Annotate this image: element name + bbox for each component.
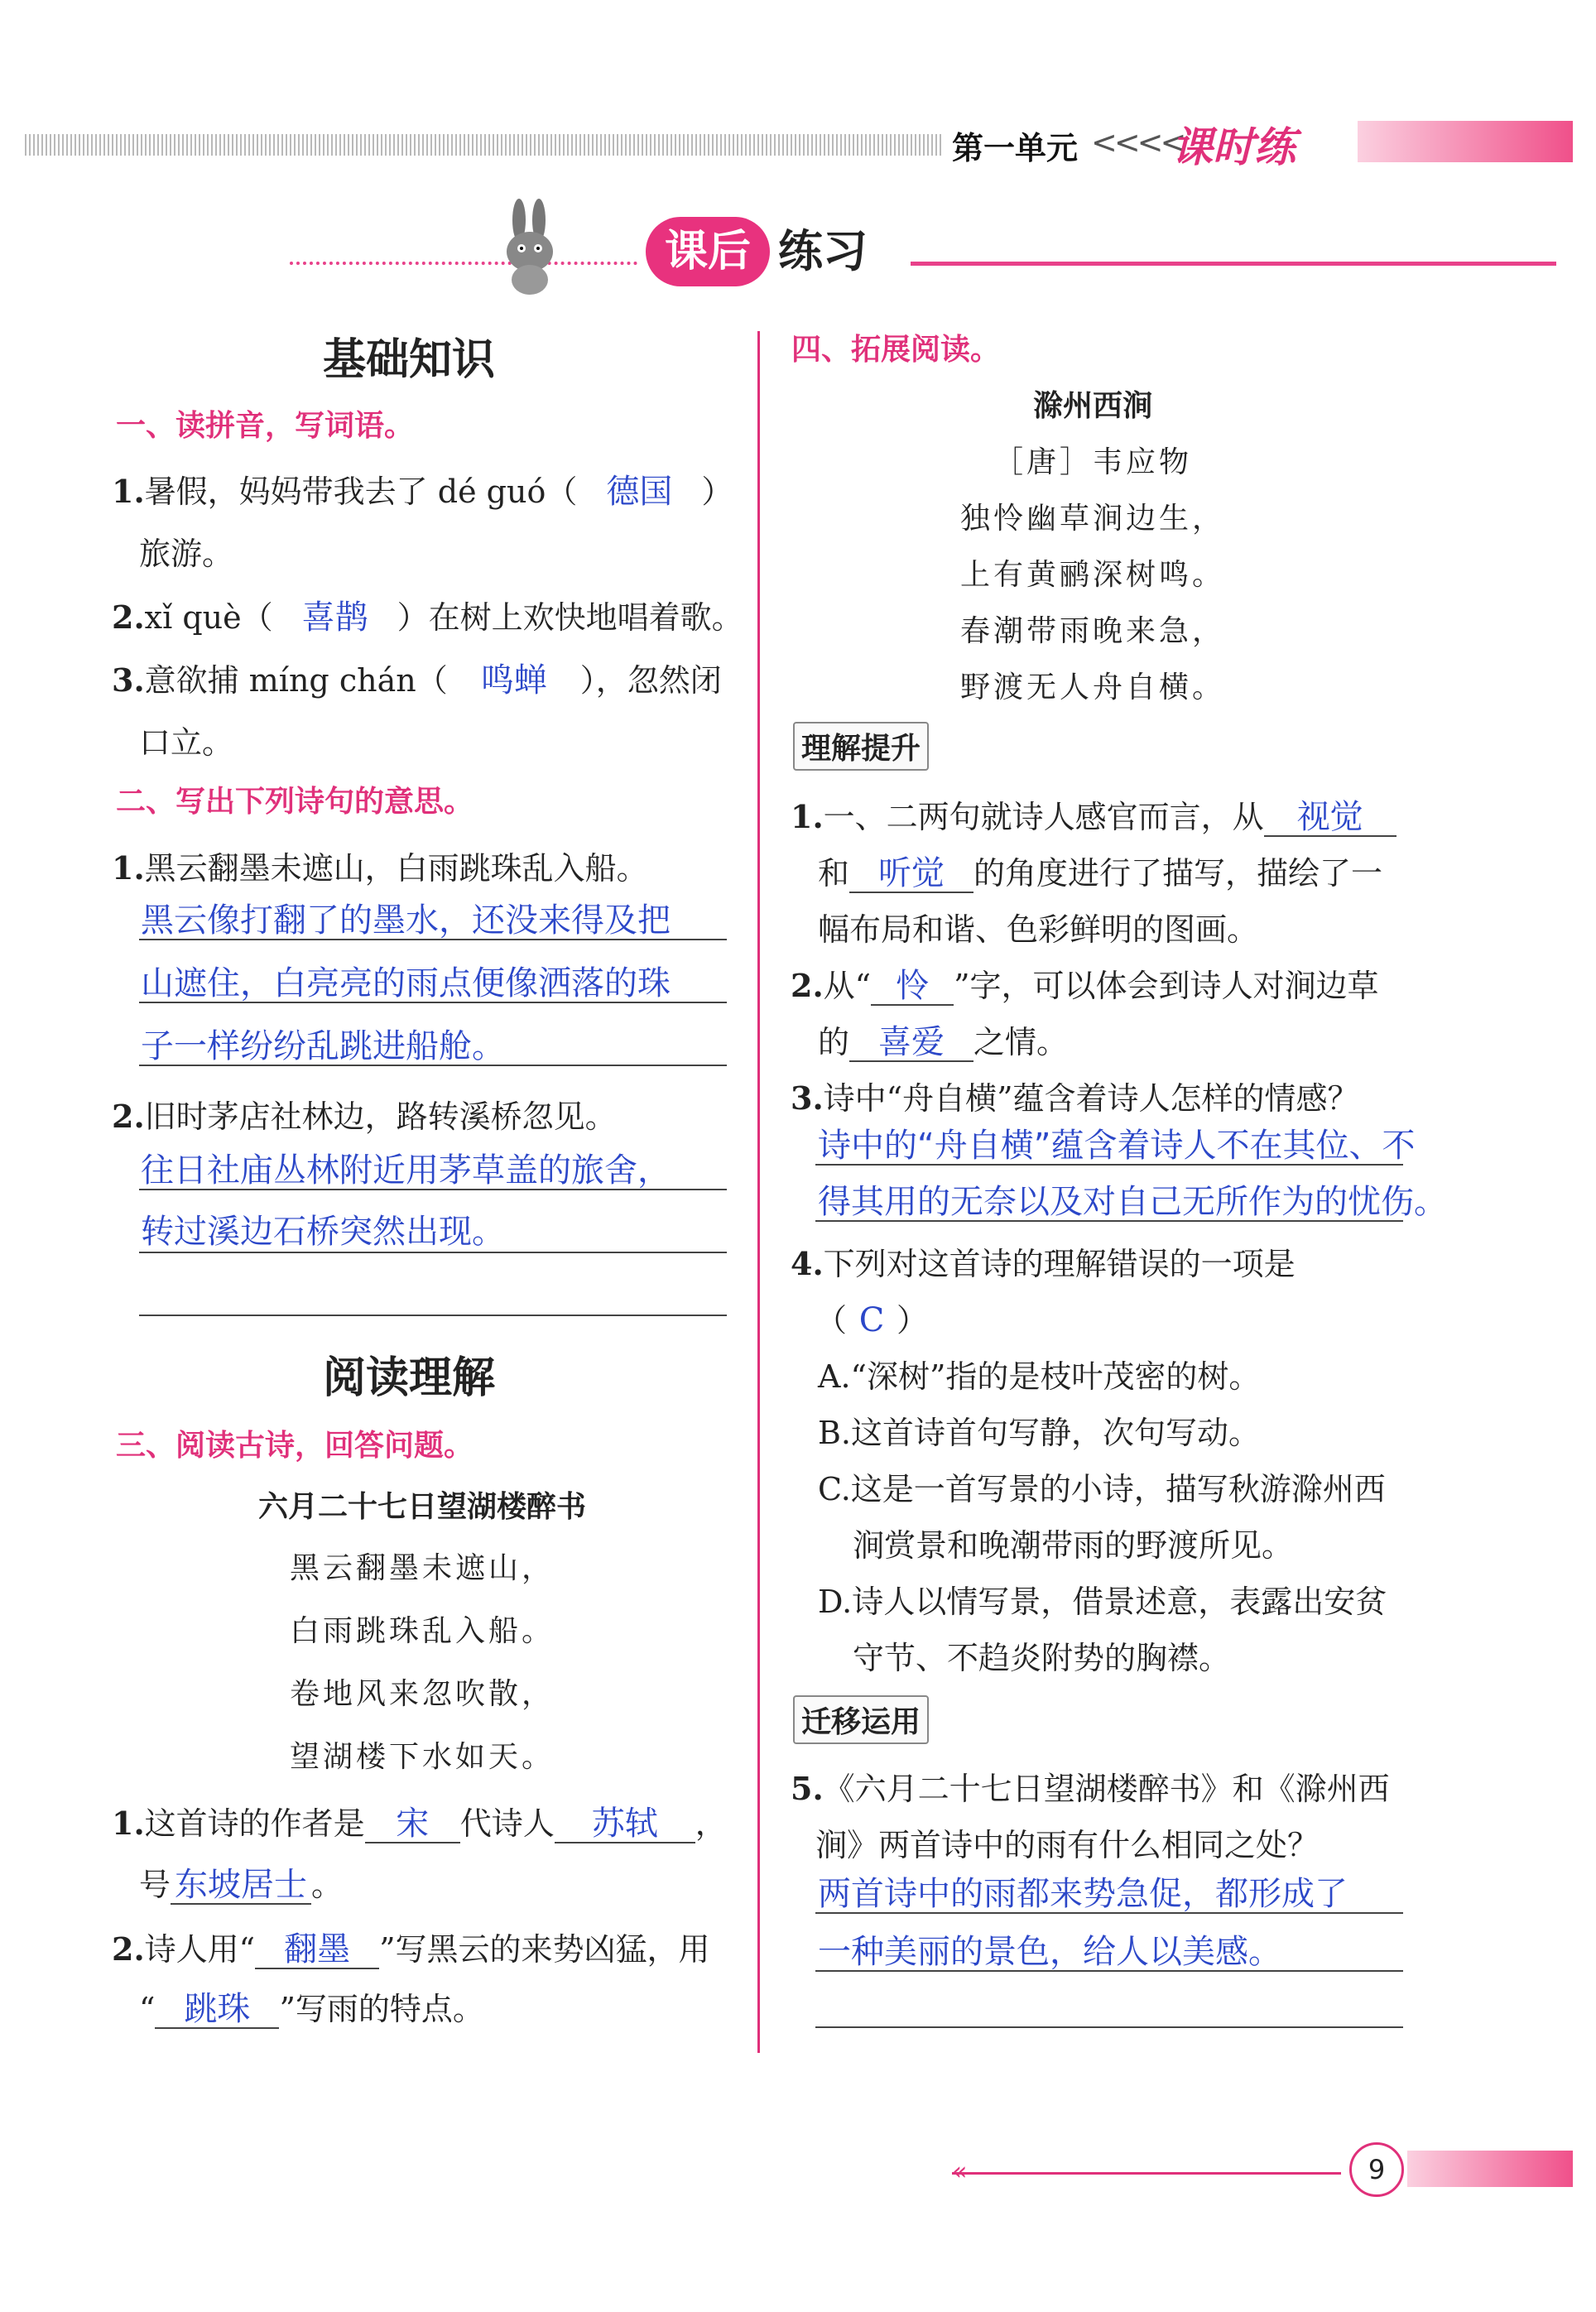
q-number: 1.	[112, 1805, 145, 1842]
option: A.“深树”指的是枝叶茂密的树。	[818, 1358, 1261, 1395]
answer-line: 山遮住，白亮亮的雨点便像洒落的珠	[141, 964, 671, 1002]
answer-line: 诗中的“舟自横”蕴含着诗人不在其位、不	[818, 1127, 1416, 1165]
poem-line: 独怜幽草涧边生，	[959, 502, 1225, 536]
q-number: 4.	[791, 1245, 824, 1282]
section-3-title: 三、阅读古诗，回答问题。	[116, 1429, 474, 1463]
r-q4	[791, 1238, 1296, 1284]
q-text: ”写黑云的来势凶猛，用	[379, 1931, 710, 1968]
q-number: 3.	[112, 661, 145, 699]
s2-q2	[112, 1091, 617, 1137]
answer: 宋	[365, 1805, 460, 1843]
answer-line: 转过溪边石桥突然出现。	[141, 1213, 505, 1251]
q-text: xǐ què（	[144, 599, 273, 636]
answer-line: 子一样纷纷乱跳进船舱。	[141, 1027, 505, 1065]
answer-line: 黑云像打翻了的墨水，还没来得及把	[141, 901, 671, 940]
tag-application: 迁移运用	[793, 1695, 929, 1744]
poem-line: 望湖楼下水如天。	[289, 1740, 555, 1774]
answer-rule	[139, 1002, 727, 1003]
header-pink-bar	[1358, 121, 1573, 162]
poem-line: 野渡无人舟自横。	[959, 671, 1225, 704]
answer: 听觉	[849, 855, 973, 893]
q-text: 和	[818, 855, 850, 892]
q-number: 2.	[112, 1930, 145, 1968]
answer: 翻墨	[255, 1931, 379, 1969]
q-text: ”字，可以体会到诗人对涧边草	[954, 968, 1379, 1004]
r-q1	[791, 791, 1396, 837]
footer-arrowhead-icon: «	[952, 2157, 968, 2186]
answer: C	[858, 1301, 885, 1339]
answer-line: 一种美丽的景色，给人以美感。	[818, 1933, 1281, 1971]
banner-pill: 课后	[646, 217, 770, 286]
q-text: 旧时茅店社林边，路转溪桥忽见。	[144, 1098, 617, 1135]
q-text: 的	[818, 1024, 850, 1060]
brand-title: 课时练	[1171, 123, 1296, 171]
r-q2-cont	[818, 1017, 1068, 1062]
poem-line: 卷地风来忽吹散，	[289, 1677, 555, 1711]
header-stripes	[25, 134, 944, 156]
q-text: ），忽然闭	[579, 662, 722, 699]
q-number: 1.	[112, 473, 145, 510]
s1-q2	[112, 591, 743, 638]
s1-q3	[112, 654, 722, 701]
option-cont: 守节、不趋炎附势的胸襟。	[853, 1640, 1231, 1676]
answer-rule	[139, 1065, 727, 1066]
section-2-title: 二、写出下列诗句的意思。	[116, 785, 474, 819]
answer: 鸣蝉	[480, 661, 547, 699]
answer: 苏轼	[555, 1805, 695, 1843]
s2-q1	[112, 843, 648, 888]
q-text: 黑云翻墨未遮山，白雨跳珠乱入船。	[144, 850, 648, 887]
q-text: ，	[695, 1805, 727, 1842]
r-q2	[791, 960, 1379, 1006]
reading-title: 阅读理解	[323, 1353, 496, 1403]
q-text: 下列对这首诗的理解错误的一项是	[823, 1246, 1296, 1282]
s3-q1	[112, 1798, 727, 1843]
basics-title: 基础知识	[323, 334, 496, 385]
answer-rule	[815, 1220, 1403, 1222]
rabbit-icon	[484, 197, 575, 296]
poem-title: 六月二十七日望湖楼醉书	[257, 1490, 586, 1524]
q-text: 的角度进行了描写，描绘了一	[973, 855, 1383, 892]
s3-q1-cont	[139, 1859, 343, 1905]
banner-line-right	[911, 262, 1556, 266]
q-number: 1.	[791, 798, 824, 835]
r-q1-cont	[818, 848, 1382, 893]
answer-rule	[139, 1252, 727, 1253]
q-text: 这首诗的作者是	[144, 1805, 365, 1842]
q-text: ）	[701, 473, 733, 510]
r-q4-paren	[815, 1295, 928, 1340]
footer-arrow	[952, 2172, 1341, 2175]
answer-line: 两首诗中的雨都来势急促，都形成了	[818, 1875, 1348, 1913]
answer-line: 往日社庙丛林附近用茅草盖的旅舍，	[141, 1151, 671, 1190]
answer-rule	[139, 939, 727, 940]
q-text: 从“	[823, 968, 872, 1004]
paren: （	[815, 1302, 848, 1339]
q-number: 2.	[112, 598, 145, 636]
unit-label: 第一单元	[952, 130, 1079, 166]
q-text: 。	[311, 1867, 344, 1903]
q-text: 代诗人	[459, 1805, 555, 1842]
r-q5-cont: 涧》两首诗中的雨有什么相同之处？	[815, 1827, 1320, 1863]
column-divider	[757, 331, 760, 2053]
answer-rule	[139, 1189, 727, 1190]
q-number: 2.	[112, 1098, 145, 1135]
answer: 视觉	[1264, 799, 1396, 837]
answer-rule	[139, 1315, 727, 1316]
q-text: 诗中“舟自横”蕴含着诗人怎样的情感？	[823, 1080, 1359, 1117]
section-1-title: 一、读拼音，写词语。	[116, 409, 415, 443]
answer: 东坡居士	[171, 1867, 311, 1905]
q-text: “	[139, 1991, 156, 2027]
poem-line: 白雨跳珠乱入船。	[289, 1614, 555, 1648]
q-number: 5.	[791, 1770, 824, 1807]
answer: 跳珠	[155, 1991, 279, 2029]
answer-rule	[815, 1164, 1403, 1166]
q-text: ）在树上欢快地唱着歌。	[397, 599, 743, 636]
option: C.这是一首写景的小诗，描写秋游滁州西	[818, 1471, 1386, 1507]
poem-line: 春潮带雨晚来急，	[959, 614, 1225, 648]
poem-title: 滁州西涧	[1032, 389, 1152, 423]
q-number: 2.	[791, 967, 824, 1004]
answer-rule	[815, 1970, 1403, 1972]
q-text: 意欲捕 míng chán（	[144, 662, 448, 699]
q-text: 之情。	[973, 1024, 1069, 1060]
q-text: ”写雨的特点。	[279, 1991, 484, 2027]
section-4-title: 四、拓展阅读。	[791, 333, 1001, 367]
s1-q1-cont: 旅游。	[139, 536, 234, 572]
answer: 德国	[606, 473, 673, 511]
s1-q3-cont: 口立。	[139, 724, 234, 761]
poem-line: 黑云翻墨未遮山，	[289, 1551, 555, 1585]
q-text: 《六月二十七日望湖楼醉书》和《滁州西	[823, 1771, 1390, 1807]
s1-q1	[112, 465, 733, 512]
paren: ）	[897, 1302, 929, 1339]
answer-line: 得其用的无奈以及对自己无所作为的忧伤。	[818, 1183, 1447, 1221]
option: B.这首诗首句写静，次句写动。	[818, 1415, 1261, 1451]
tag-understanding: 理解提升	[793, 722, 929, 771]
q-text: 一、二两句就诗人感官而言，从	[823, 799, 1264, 835]
footer-pink-bar	[1407, 2151, 1573, 2187]
answer: 喜鹊	[301, 598, 368, 637]
q-text: 暑假，妈妈带我去了 dé guó（	[144, 473, 578, 510]
header-arrows: <<<<	[1091, 124, 1184, 161]
s3-q2	[112, 1924, 710, 1969]
banner-text: 练习	[778, 225, 868, 277]
r-q5	[791, 1763, 1390, 1809]
s3-q2-cont	[139, 1983, 484, 2029]
banner-dotted-line	[290, 262, 637, 265]
r-q3	[791, 1073, 1359, 1118]
poem-line: 上有黄鹂深树鸣。	[959, 558, 1225, 592]
q-text: 号	[139, 1867, 171, 1903]
r-q1-cont2: 幅布局和谐、色彩鲜明的图画。	[818, 911, 1259, 948]
poem-author: ［唐］韦应物	[993, 445, 1192, 479]
answer: 喜爱	[849, 1024, 973, 1062]
q-number: 1.	[112, 849, 145, 887]
option: D.诗人以情写景，借景述意，表露出安贫	[818, 1584, 1387, 1620]
answer-rule	[815, 1912, 1403, 1914]
option-cont: 涧赏景和晚潮带雨的野渡所见。	[853, 1527, 1294, 1564]
answer-rule	[815, 2026, 1403, 2028]
answer: 怜	[871, 968, 954, 1006]
q-text: 诗人用“	[144, 1931, 256, 1968]
q-number: 3.	[791, 1079, 824, 1117]
page-number: 9	[1349, 2142, 1404, 2197]
